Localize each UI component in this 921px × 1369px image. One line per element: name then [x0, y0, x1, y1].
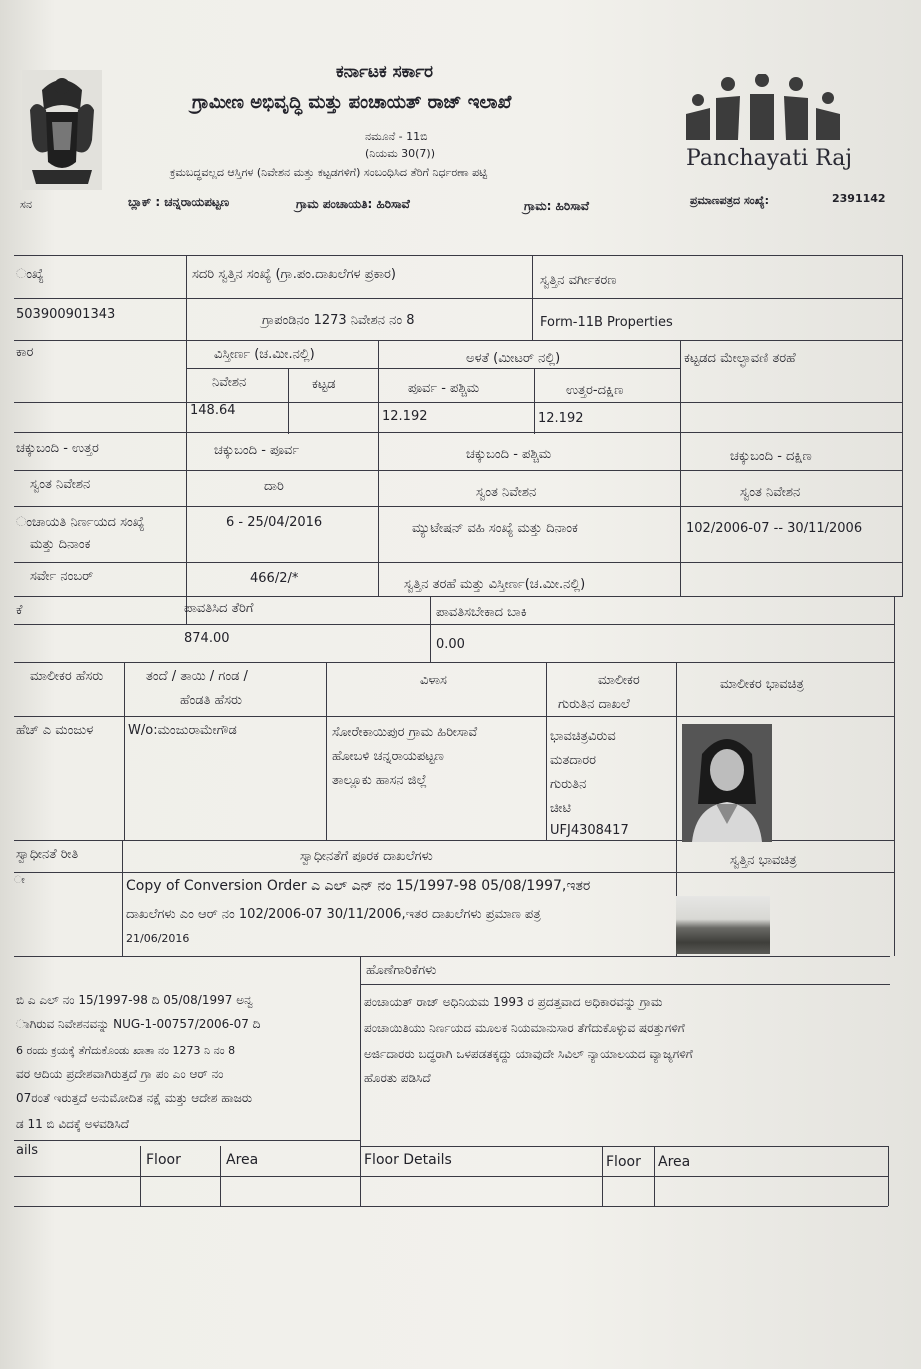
remarks-left-line-6: ಡ 11 ಬಿ ವಿದಕ್ಕೆ ಅಳವಡಿಸಿದೆ: [16, 1117, 130, 1131]
property-number-label: ಸದರಿ ಸ್ವತ್ತಿನ ಸಂಖ್ಯೆ (ಗ್ರಾ.ಪಂ.ದಾಖಲೆಗಳ ಪ್ರಕಾರ): [192, 267, 396, 282]
responsibilities-label: ಹೊಣೆಗಾರಿಕೆಗಳು: [366, 963, 437, 978]
south-boundary-value: ಸ್ವಂತ ನಿವೇಶನ: [740, 485, 801, 500]
responsibilities-line-1: ಪಂಚಾಯತ್ ರಾಜ್ ಅಧಿನಿಯಮ 1993 ರ ಪ್ರದತ್ತವಾದ ಅಧಿಕಾರವನ್ನು ಗ್ರಾಮ: [364, 995, 663, 1009]
owner-id-line-4: ಚೀಟಿ: [550, 801, 571, 816]
address-line-1: ಸೋರೇಕಾಯಿಪುರ ಗ್ರಾಮ ಹಿರೀಸಾವೆ: [332, 725, 478, 740]
tax-paid-value: 874.00: [184, 631, 230, 646]
certificate-number: 2391142: [832, 192, 886, 205]
owner-photo-label: ಮಾಲೀಕರ ಭಾವಚಿತ್ರ: [720, 677, 804, 692]
address-line-2: ಹೋಬಳಿ ಚನ್ನರಾಯಪಟ್ಟಣ: [332, 749, 444, 764]
panchayati-raj-brand: Panchayati Raj: [686, 146, 853, 171]
owner-name-value: ಹೆಚ್ ಎ ಮಂಜುಳ: [16, 723, 94, 738]
site-label: ನಿವೇಶನ: [212, 375, 247, 390]
header-left-edge: ಸನ: [20, 198, 32, 211]
remarks-left-line-1: ಬಿ ಎ ಎಲ್ ನಂ 15/1997-98 ದಿ 05/08/1997 ಅನ್ವ: [16, 993, 253, 1007]
north-south-value: 12.192: [538, 411, 584, 426]
owner-id-line-1: ಭಾವಚಿತ್ರವಿರುವ: [550, 729, 616, 744]
form-subtitle: ಕ್ರಮಬದ್ಧವಲ್ಲದ ಆಸ್ತಿಗಳ (ನಿವೇಶನ ಮತ್ತು ಕಟ್ಟಡಗಳಿಗೆ) ಸಂಬಂಧಿಸಿದ ತೆರಿಗೆ ನಿರ್ಧರಣಾ ಪಟ್ಟಿ: [170, 166, 488, 179]
resolution-value: 6 - 25/04/2016: [226, 515, 323, 530]
tax-due-label: ಪಾವತಿಸಬೇಕಾದ ಬಾಕಿ: [436, 605, 527, 620]
floors-left-label: ails: [16, 1143, 38, 1158]
owner-id-number: UFJ4308417: [550, 823, 629, 838]
tax-paid-label: ಪಾವತಿಸಿದ ತೆರಿಗೆ: [184, 601, 254, 616]
remarks-left-line-4: ವರ ಆದಿಯ ಪ್ರದೇಶವಾಗಿರುತ್ತದೆ ಗ್ರಾ ಪಂ ಎಂ ಆರ್ ನಂ: [16, 1067, 224, 1081]
gram-panchayat-name: ಗ್ರಾಮ ಪಂಚಾಯತಿ: ಹಿರಿಸಾವೆ: [296, 197, 410, 211]
west-boundary-value: ಸ್ವಂತ ನಿವೇಶನ: [476, 485, 537, 500]
form-number: ನಮೂನೆ - 11ಬಿ: [365, 130, 428, 143]
responsibilities-line-2: ಪಂಚಾಯಿತಿಯು ನಿರ್ಣಯದ ಮೂಲಕ ನಿಯಮಾನುಸಾರ ತೆಗೆದುಕೊಳ್ಳುವ ಷರತ್ತುಗಳಿಗೆ: [364, 1021, 685, 1035]
area-header-2: Area: [658, 1154, 691, 1170]
parent-name-label-line1: ತಂದೆ / ತಾಯಿ / ಗಂಡ /: [146, 669, 248, 684]
village-name: ಗ್ರಾಮ: ಹಿರಿಸಾವೆ: [524, 199, 590, 213]
certificate-label: ಪ್ರಮಾಣಪತ್ರದ ಸಂಖ್ಯೆ:: [690, 194, 770, 207]
floor-details-header: Floor Details: [364, 1152, 452, 1168]
extent-label: ವಿಸ್ತೀರ್ಣ (ಚ.ಮೀ.ನಲ್ಲಿ): [214, 347, 315, 362]
property-photo-label: ಸ್ವತ್ತಿನ ಭಾವಚಿತ್ರ: [730, 853, 797, 868]
east-west-label: ಪೂರ್ವ - ಪಶ್ಚಿಮ: [408, 381, 480, 396]
documents-left-mark: ೕ: [14, 875, 25, 886]
karnataka-emblem-icon: [22, 70, 102, 190]
remarks-left-line-5: 07ರಂತೆ ಇರುತ್ತದೆ ಅನುಮೋದಿತ ನಕ್ಷೆ ಮತ್ತು ಆದೇಶ ಹಾಜರು: [16, 1091, 253, 1105]
parent-name-value: W/o:ಮಂಜುರಾಮೇಗೌಡ: [128, 723, 237, 738]
survey-number-value: 466/2/*: [250, 571, 299, 586]
property-id-label: ಂಖ್ಯೆ: [16, 267, 44, 282]
mutation-value: 102/2006-07 -- 30/11/2006: [686, 521, 863, 536]
property-classification-label: ಸ್ವತ್ತಿನ ವರ್ಗೀಕರಣ: [540, 273, 617, 288]
resolution-label-line1: ಂಚಾಯತಿ ನಿರ್ಣಯದ ಸಂಖ್ಯೆ: [16, 515, 145, 530]
property-photo: [676, 896, 770, 954]
address-line-3: ತಾಲ್ಲೂಕು ಹಾಸನ ಜಿಲ್ಲೆ: [332, 773, 427, 788]
department-title: ಗ್ರಾಮೀಣ ಅಭಿವೃದ್ಧಿ ಮತ್ತು ಪಂಚಾಯತ್ ರಾಜ್ ಇಲಾಖೆ: [192, 92, 512, 113]
supporting-docs-line-2: ದಾಖಲೆಗಳು ಎಂ ಆರ್ ನಂ 102/2006-07 30/11/2006,ಇತರ ದಾಖಲೆಗಳು ಪ್ರಮಾಣ ಪತ್ರ: [126, 907, 541, 922]
owner-id-label-line2: ಗುರುತಿನ ದಾಖಲೆ: [558, 697, 630, 712]
area-left-label: ಕಾರ: [16, 345, 34, 360]
north-south-label: ಉತ್ತರ-ದಕ್ಷಿಣ: [566, 383, 624, 398]
north-boundary-label: ಚಕ್ಕುಬಂದಿ - ಉತ್ತರ: [16, 441, 99, 456]
owner-name-label: ಮಾಲೀಕರ ಹೆಸರು: [30, 669, 104, 684]
floor-header-1: Floor: [146, 1152, 181, 1168]
rule-number: (ನಿಯಮ 30(7)): [365, 147, 436, 160]
government-title: ಕರ್ನಾಟಕ ಸರ್ಕಾರ: [336, 62, 434, 82]
responsibilities-line-3: ಅರ್ಜಿದಾರರು ಬದ್ಧರಾಗಿ ಒಳಪಡತಕ್ಕದ್ದು ಯಾವುದೇ ಸಿವಿಲ್ ನ್ಯಾಯಾಲಯದ ವ್ಯಾಜ್ಯಗಳಿಗೆ: [364, 1047, 693, 1061]
site-area-value: 148.64: [190, 403, 236, 418]
south-boundary-label: ಚಕ್ಕುಬಂದಿ - ದಕ್ಷಿಣ: [730, 449, 812, 464]
remarks-left-line-3: 6 ರಂದು ಕ್ರಯಕ್ಕೆ ತೆಗೆದುಕೊಂಡು ಖಾತಾ ನಂ 1273 ನಿ ನಂ 8: [16, 1044, 236, 1057]
panchayati-raj-logo-icon: [680, 74, 850, 146]
owner-id-label-line1: ಮಾಲೀಕರ: [598, 673, 640, 688]
property-classification-value: Form-11B Properties: [540, 315, 673, 330]
north-boundary-value: ಸ್ವಂತ ನಿವೇಶನ: [30, 477, 91, 492]
dimension-label: ಅಳತೆ (ಮೀಟರ್ ನಲ್ಲಿ): [466, 351, 561, 366]
east-boundary-label: ಚಕ್ಕುಬಂದಿ - ಪೂರ್ವ: [214, 443, 300, 458]
ownership-method-label: ಸ್ವಾಧೀನತೆ ರೀತಿ: [16, 847, 79, 862]
remarks-left-line-2: ಾಗಿರುವ ನಿವೇಶನವನ್ನು NUG-1-00757/2006-07 ದಿ: [16, 1017, 261, 1031]
supporting-docs-line-1: Copy of Conversion Order ಎ ಎಲ್ ಎನ್ ನಂ 15/1997-98 05/08/1997,ಇತರ: [126, 878, 591, 894]
responsibilities-line-4: ಹೊರತು ಪಡಿಸಿದೆ: [364, 1071, 431, 1085]
property-id-value: 503900901343: [16, 307, 116, 322]
building-label: ಕಟ್ಟಡ: [312, 377, 336, 392]
east-west-value: 12.192: [382, 409, 428, 424]
floor-header-2: Floor: [606, 1154, 641, 1170]
property-number-value: ಗ್ರಾಪಂಡಿನಂ 1273 ನಿವೇಶನ ನಂ 8: [262, 313, 415, 328]
tax-due-value: 0.00: [436, 637, 465, 652]
mutation-label: ಮ್ಯುಟೇಷನ್ ವಹಿ ಸಂಖ್ಯೆ ಮತ್ತು ದಿನಾಂಕ: [412, 521, 578, 536]
west-boundary-label: ಚಕ್ಕುಬಂದಿ - ಪಶ್ಚಿಮ: [466, 447, 552, 462]
parent-name-label-line2: ಹೆಂಡತಿ ಹೆಸರು: [180, 693, 243, 708]
owner-id-line-2: ಮತದಾರರ: [550, 753, 596, 768]
owner-id-line-3: ಗುರುತಿನ: [550, 777, 587, 792]
supporting-docs-label: ಸ್ವಾಧೀನತೆಗೆ ಪೂರಕ ದಾಖಲೆಗಳು: [300, 849, 433, 864]
roof-type-label: ಕಟ್ಟಡದ ಮೇಲ್ಛಾವಣಿ ತರಹೆ: [684, 351, 796, 366]
survey-number-label: ಸರ್ವೇ ನಂಬರ್: [30, 569, 94, 584]
area-header-1: Area: [226, 1152, 259, 1168]
tax-left-label: ಕೆ: [16, 603, 23, 618]
block-name: ಬ್ಲಾಕ್ : ಚನ್ನರಾಯಪಟ್ಟಣ: [128, 195, 230, 209]
owner-photo: [682, 724, 772, 842]
east-boundary-value: ದಾರಿ: [264, 479, 284, 494]
address-label: ವಿಳಾಸ: [420, 673, 447, 688]
resolution-label-line2: ಮತ್ತು ದಿನಾಂಕ: [30, 537, 91, 552]
property-type-label: ಸ್ವತ್ತಿನ ತರಹೆ ಮತ್ತು ವಿಸ್ತೀರ್ಣ(ಚ.ಮೀ.ನಲ್ಲಿ): [404, 577, 586, 592]
supporting-docs-line-3: 21/06/2016: [126, 932, 190, 945]
